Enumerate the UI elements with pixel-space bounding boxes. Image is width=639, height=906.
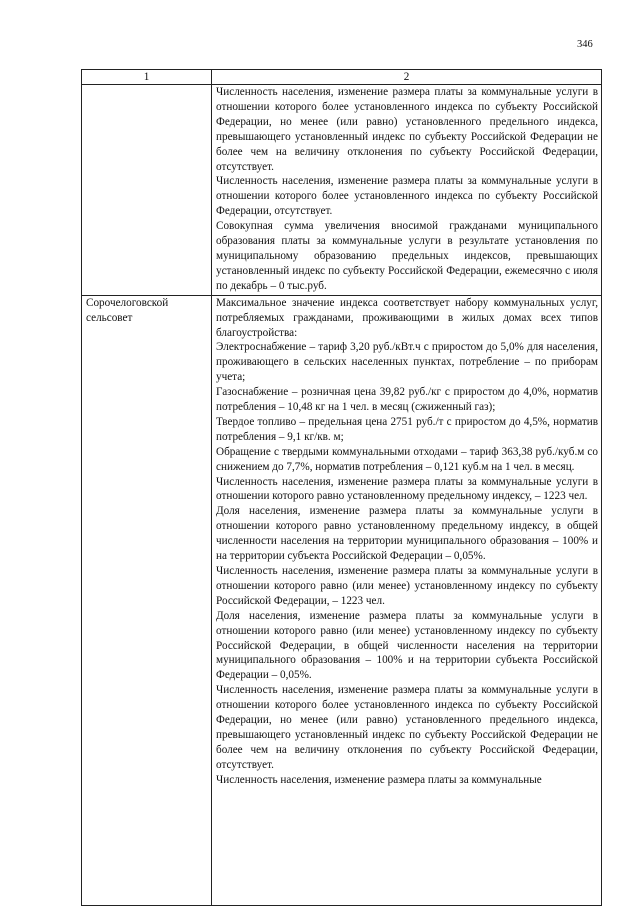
municipality-cell [82, 295, 212, 905]
paragraph: Максимальное значение индекса соответствует набору коммунальных услуг, потребляемых гражданами, проживающими в жилых домах всех типов благоустройства: [216, 296, 598, 339]
paragraph: Доля населения, изменение размера платы за коммунальные услуги в отношении которого равно (или менее) установленному индексу по субъекту Российской Федерации, в общей численности населения на территории муниципального образования – 100% и на территории субъекта Российской Федерации – 0,05%. [216, 609, 598, 682]
paragraph: Численность населения, изменение размера платы за коммунальные услуги в отношении которого более установленного индекса по субъекту Российской Федерации, отсутствует. [216, 175, 598, 218]
paragraph: Численность населения, изменение размера платы за коммунальные услуги в отношении которого равно (или менее) установленному индексу по субъекту Российской Федерации, – 1223 чел. [216, 565, 598, 607]
paragraph: Доля населения, изменение размера платы за коммунальные услуги в отношении которого равно установленному предельному индексу, в общей численности населения на территории муниципального образования – 100% и на территории субъекта Российской Федерации – 0,05%. [216, 505, 598, 563]
indicators-cell [212, 85, 602, 296]
paragraph: Твердое топливо – предельная цена 2751 руб./т с приростом до 4,5%, норматив потребления – 9,1 кг/кв. м; [216, 415, 598, 443]
paragraph: Совокупная сумма увеличения вносимой гражданами муниципального образования платы за коммунальные услуги в результате установления по муниципальному образованию предельных индексов, превышающих установленный индекс по субъекту Российской Федерации, ежемесячно с июля по декабрь – 0 тыс.руб. [216, 220, 598, 292]
paragraph: Обращение с твердыми коммунальными отходами – тариф 363,38 руб./куб.м со снижением до 7,7%, норматив потребления – 0,121 куб.м на 1 чел. в месяц. [216, 445, 598, 473]
document-table [81, 69, 602, 906]
municipality-cell [82, 85, 212, 296]
page-number: 346 [577, 39, 593, 50]
municipality-name-line: Сорочелоговской [86, 296, 169, 309]
municipality-name-line: сельсовет [86, 311, 133, 324]
indicators-content [216, 296, 598, 904]
table-row [82, 85, 602, 296]
column-header-1: 1 [82, 70, 212, 85]
paragraph: Численность населения, изменение размера платы за коммунальные [216, 773, 542, 786]
paragraph: Численность населения, изменение размера платы за коммунальные услуги в отношении которого равно установленному предельному индексу, – 1223 чел. [216, 475, 598, 503]
table-header-row [82, 70, 602, 85]
table-row [82, 295, 602, 905]
column-header-2: 2 [212, 70, 602, 85]
paragraph: Электроснабжение – тариф 3,20 руб./кВт.ч с приростом до 5,0% для населения, проживающего в сельских населенных пунктах, потребление – по приборам учета; [216, 341, 598, 384]
indicators-cell [212, 295, 602, 905]
paragraph: Численность населения, изменение размера платы за коммунальные услуги в отношении которого более установленного индекса по субъекту Российской Федерации, но менее (или равно) установленного предельного индекса, превышающего установленный индекс по субъекту Российской Федерации не более чем на величину отклонения по субъекту Российской Федерации, отсутствует. [216, 86, 598, 173]
paragraph: Численность населения, изменение размера платы за коммунальные услуги в отношении которого более установленного индекса по субъекту Российской Федерации, но менее (или равно) установленного предельного индекса, превышающего установленный индекс по субъекту Российской Федерации не более чем на величину отклонения по субъекту Российской Федерации, отсутствует. [216, 684, 598, 771]
paragraph: Газоснабжение – розничная цена 39,82 руб./кг с приростом до 4,0%, норматив потребления – 10,48 кг на 1 чел. в месяц (сжиженный газ); [216, 386, 598, 414]
